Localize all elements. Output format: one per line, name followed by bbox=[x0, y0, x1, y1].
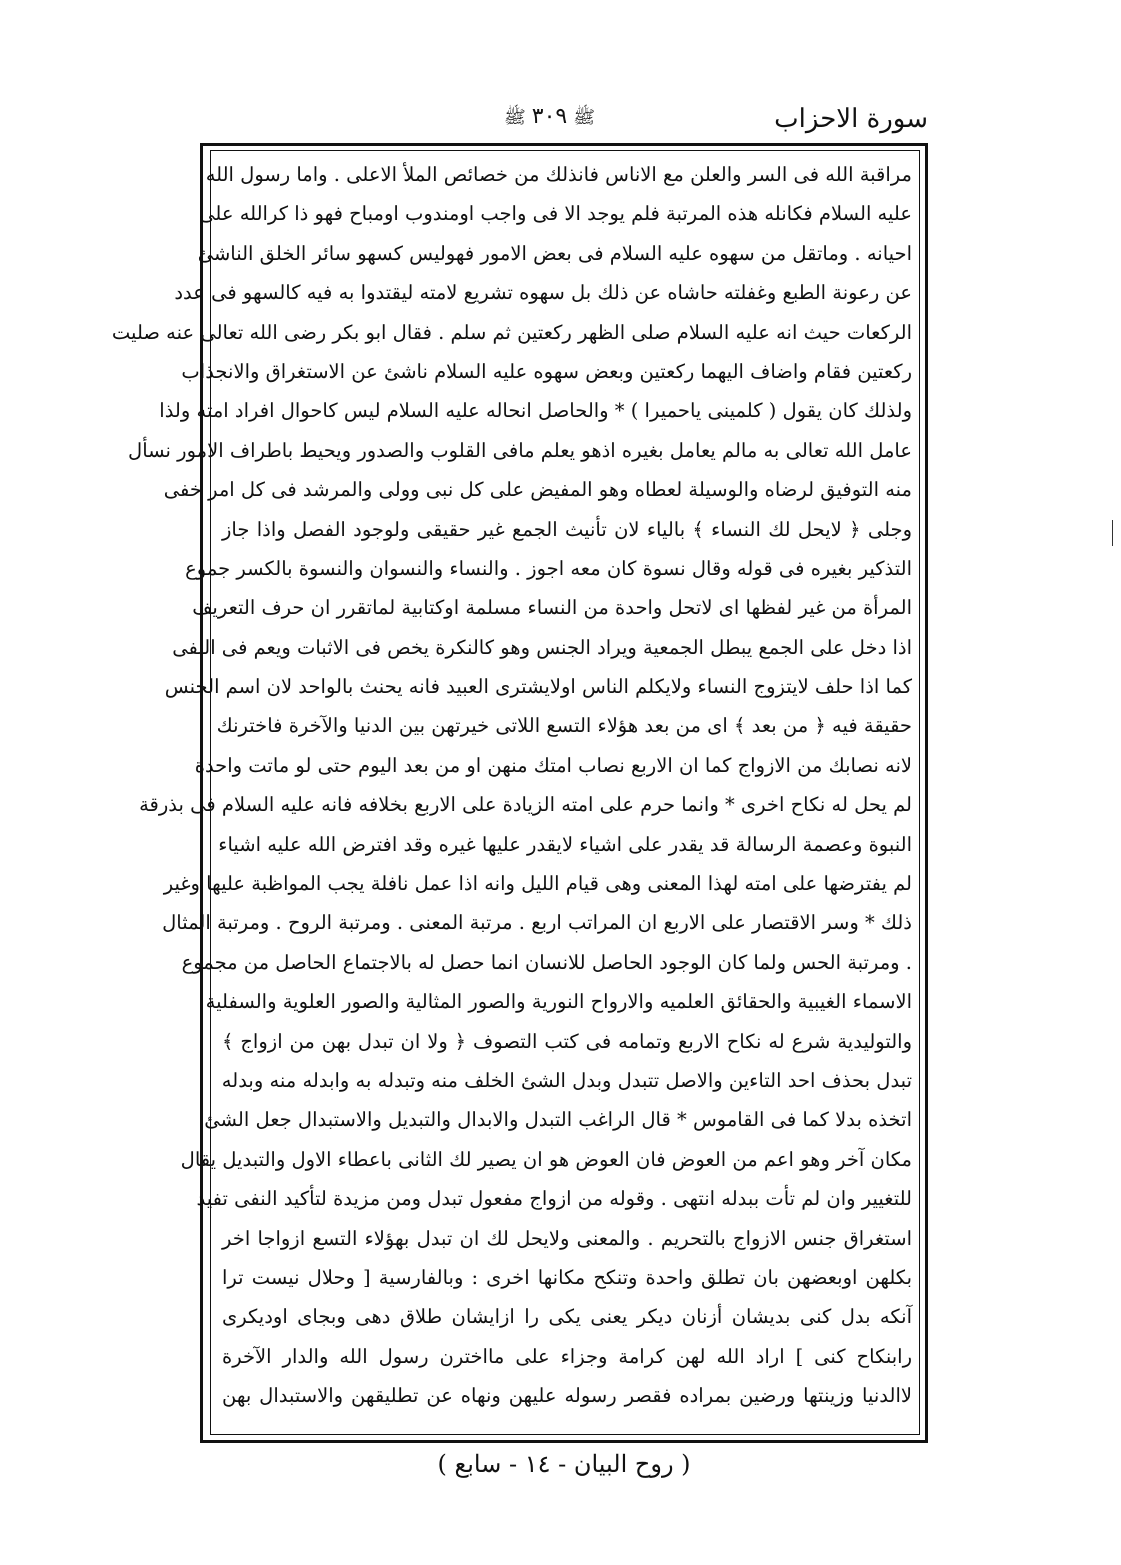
text-line: اذا دخل على الجمع يبطل الجمعية ويراد الجنس وهو كالنكرة يخص فى الاثبات ويعم فى النفى bbox=[172, 635, 912, 659]
text-line: ركعتين فقام واضاف اليهما ركعتين وبعض سهوه عليه السلام ناشئ عن الاستغراق والانجذاب bbox=[181, 359, 912, 383]
text-line: لانه نصابك من الازواج كما ان الاربع نصاب امتك منهن او من بعد اليوم حتى لو ماتت واحدة bbox=[194, 753, 912, 777]
text-line: استغراق جنس الازواج بالتحريم . والمعنى ولايحل لك ان تبدل بهؤلاء التسع ازواجا اخر bbox=[222, 1226, 912, 1250]
text-line: عامل الله تعالى به مالم يعامل بغيره اذهو يعلم مافى القلوب والصدور ويحيط باطراف الامور نسأل bbox=[128, 438, 912, 462]
page-header bbox=[198, 100, 928, 140]
page-footer: ( روح البيان - ١٤ - سابع ) bbox=[437, 1450, 691, 1478]
text-line: النبوة وعصمة الرسالة قد يقدر على اشياء لايقدر عليها غيره وقد افترض الله عليه اشياء bbox=[218, 832, 912, 856]
text-line: تبدل بحذف احد التاءين والاصل تتبدل وبدل الشئ الخلف منه وتبدله به وابدله منه وبدله bbox=[221, 1068, 912, 1092]
margin-mark bbox=[1112, 520, 1113, 546]
ornament-right: ﷺ bbox=[504, 107, 526, 128]
text-line: احيانه . وماتقل من سهوه عليه السلام فى بعض الامور فهوليس كسهو سائر الخلق الناشئ bbox=[197, 241, 912, 265]
text-line: والتوليدية شرع له نكاح الاربع وتمامه فى كتب التصوف ﴿ ولا ان تبدل بهن من ازواج ﴾ bbox=[222, 1029, 912, 1053]
text-line: منه التوفيق لرضاه والوسيلة لعطاه وهو المفيض على كل نبى وولى والمرشد فى كل امر خفى bbox=[163, 478, 912, 502]
text-line: لم يفترضها على امته لهذا المعنى وهى قيام الليل وانه اذا عمل نافلة يجب المواظبة عليها وغير bbox=[163, 872, 912, 896]
text-line: للتغيير وان لم تأت ببدله انتهى . وقوله من ازواج مفعول تبدل ومن مزيدة لتأكيد النفى تفيد bbox=[196, 1187, 912, 1211]
text-line: حقيقة فيه ﴿ من بعد ﴾ اى من بعد هؤلاء التسع اللاتى خيرتهن بين الدنيا والآخرة فاخترنك bbox=[216, 714, 912, 738]
text-line: لاالدنيا وزينتها ورضين بمراده فقصر رسوله عليهن ونهاه عن تطليقهن والاستبدال بهن bbox=[222, 1384, 912, 1408]
page-number-value: ٣٠٩ bbox=[531, 104, 568, 129]
page-number bbox=[498, 104, 601, 132]
surah-title: سورة الاحزاب bbox=[774, 104, 928, 134]
text-line: الاسماء الغيبية والحقائق العلميه والارواح النورية والصور المثالية والصور العلوية والسفلية bbox=[205, 990, 912, 1014]
body-text bbox=[111, 155, 912, 1430]
text-line: التذكير بغيره فى قوله وقال نسوة كان معه اجوز . والنساء والنسوان والنسوة بالكسر جموع bbox=[185, 556, 912, 580]
text-line: ولذلك كان يقول ( كلمينى ياحميرا ) * والحاصل انحاله عليه السلام ليس كاحوال افراد امته ولذا bbox=[159, 399, 912, 423]
text-line: . ومرتبة الحس ولما كان الوجود الحاصل للانسان انما حصل له بالاجتماع الحاصل من مجموع bbox=[181, 950, 912, 974]
text-line: عن رعونة الطبع وغفلته حاشاه عن ذلك بل سهوه تشريع لامته ليقتدوا به فيه كالسهو فى عدد bbox=[174, 281, 912, 305]
text-line: المرأة من غير لفظها اى لاتحل واحدة من النساء مسلمة اوكتابية لماتقرر ان حرف التعريف bbox=[192, 596, 912, 620]
ornament-left: ﷺ bbox=[573, 107, 595, 128]
text-line: الركعات حيث انه عليه السلام صلى الظهر ركعتين ثم سلم . فقال ابو بكر رضى الله تعالى عنه صليت bbox=[111, 320, 912, 344]
text-line: وجلى ﴿ لايحل لك النساء ﴾ بالياء لان تأنيث الجمع غير حقيقى ولوجود الفصل واذا جاز bbox=[222, 517, 912, 541]
text-line: عليه السلام فكانله هذه المرتبة فلم يوجد الا فى واجب اومندوب اومباح فهو ذا كرالله على bbox=[199, 202, 912, 226]
text-line: ذلك * وسر الاقتصار على الاربع ان المراتب اربع . مرتبة المعنى . ومرتبة الروح . ومرتبة المثال bbox=[162, 911, 912, 935]
text-line: اتخذه بدلا كما فى القاموس * قال الراغب التبدل والابدال والتبديل والاستبدال جعل الشئ bbox=[204, 1108, 912, 1132]
text-line: رابنكاح كنى ] اراد الله لهن كرامة وجزاء على مااخترن رسول الله والدار الآخرة bbox=[222, 1344, 912, 1368]
text-line: كما اذا حلف لايتزوج النساء ولايكلم الناس اولايشترى العبيد فانه يحنث بالواحد لان اسم الجنس bbox=[164, 675, 912, 699]
text-line: آنكه بدل كنى بديشان أزنان ديكر يعنى يكى را ازايشان طلاق دهى وبجاى اوديكرى bbox=[222, 1305, 912, 1329]
text-line: لم يحل له نكاح اخرى * وانما حرم على امته الزيادة على الاربع بخلافه فانه عليه السلام فى بذرقة bbox=[139, 793, 912, 817]
text-line: مراقبة الله فى السر والعلن مع الاناس فانذلك من خصائص الملأ الاعلى . واما رسول الله bbox=[205, 163, 912, 186]
text-line: مكان آخر وهو اعم من العوض فان العوض هو ان يصير لك الثانى باعطاء الاول والتبديل يقال bbox=[180, 1147, 912, 1171]
text-line: بكلهن اوبعضهن بان تطلق واحدة وتنكح مكانها اخرى : وبالفارسية [ وحلال نيست ترا bbox=[222, 1265, 912, 1289]
